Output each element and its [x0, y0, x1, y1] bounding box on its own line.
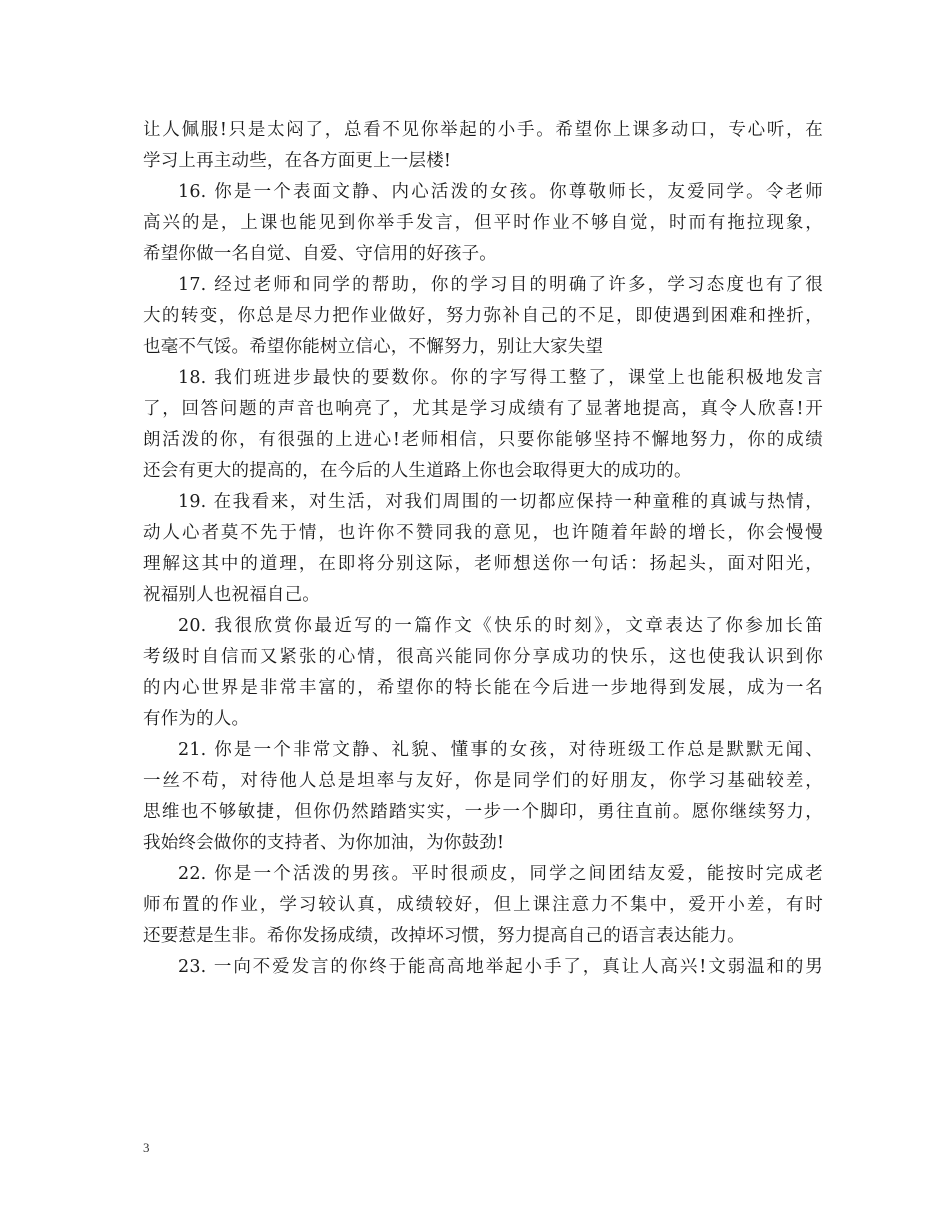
paragraph-p22	[143, 859, 823, 952]
text-line: 21. 你是一个非常文静、礼貌、懂事的女孩，对待班级工作总是默默无闻、	[178, 740, 823, 760]
text-line: 理解这其中的道理，在即将分别这际，老师想送你一句话：扬起头，面对阳光，	[143, 554, 823, 574]
paragraph-p20	[143, 611, 823, 735]
text-line: 也毫不气馁。希望你能树立信心，不懈努力，别让大家失望	[143, 337, 604, 357]
text-line: 高兴的是，上课也能见到你举手发言，但平时作业不够自觉，时而有拖拉现象，	[143, 213, 823, 233]
text-line: 19. 在我看来，对生活，对我们周围的一切都应保持一种童稚的真诚与热情，	[178, 492, 823, 512]
paragraph-p19	[143, 487, 823, 611]
paragraph-p16	[143, 177, 823, 270]
text-line: 的内心世界是非常丰富的，希望你的特长能在今后进一步地得到发展，成为一名	[143, 678, 823, 698]
paragraph-p21	[143, 735, 823, 859]
text-line: 还会有更大的提高的，在今后的人生道路上你也会取得更大的成功的。	[143, 461, 692, 481]
text-line: 一丝不苟，对待他人总是坦率与友好，你是同学们的好朋友，你学习基础较差，	[143, 771, 823, 791]
text-line: 16. 你是一个表面文静、内心活泼的女孩。你尊敬师长，友爱同学。令老师	[178, 182, 823, 202]
paragraph-p15-tail	[143, 115, 823, 177]
text-line: 有作为的人。	[143, 709, 250, 729]
text-line: 希望你做一名自觉、自爱、守信用的好孩子。	[143, 244, 497, 264]
text-line: 让人佩服!只是太闷了，总看不见你举起的小手。希望你上课多动口，专心听，在	[143, 120, 823, 140]
text-line: 20. 我很欣赏你最近写的一篇作文《快乐的时刻》，文章表达了你参加长笛	[178, 616, 823, 636]
paragraph-p23	[143, 952, 823, 983]
text-line: 17. 经过老师和同学的帮助，你的学习目的明确了许多，学习态度也有了很	[178, 275, 823, 295]
text-line: 18. 我们班进步最快的要数你。你的字写得工整了，课堂上也能积极地发言	[178, 368, 823, 388]
text-line: 大的转变，你总是尽力把作业做好，努力弥补自己的不足，即使遇到困难和挫折，	[143, 306, 823, 326]
page-number: 3	[143, 1140, 150, 1155]
text-line: 学习上再主动些，在各方面更上一层楼!	[143, 151, 452, 171]
text-line: 还要惹是生非。希你发扬成绩，改掉坏习惯，努力提高自己的语言表达能力。	[143, 926, 745, 946]
text-line: 我始终会做你的支持者、为你加油，为你鼓劲!	[143, 833, 505, 853]
text-line: 了，回答问题的声音也响亮了，尤其是学习成绩有了显著地提高，真令人欣喜!开	[143, 399, 823, 419]
document-body	[143, 115, 823, 983]
text-line: 思维也不够敏捷，但你仍然踏踏实实，一步一个脚印，勇往直前。愿你继续努力，	[143, 802, 823, 822]
paragraph-p18	[143, 363, 823, 487]
paragraph-p17	[143, 270, 823, 363]
text-line: 考级时自信而又紧张的心情，很高兴能同你分享成功的快乐，这也使我认识到你	[143, 647, 823, 667]
text-line: 师布置的作业，学习较认真，成绩较好，但上课注意力不集中，爱开小差，有时	[143, 895, 823, 915]
text-line: 朗活泼的你，有很强的上进心!老师相信，只要你能够坚持不懈地努力，你的成绩	[143, 430, 823, 450]
text-line: 祝福别人也祝福自己。	[143, 585, 320, 605]
text-line: 动人心者莫不先于情，也许你不赞同我的意见，也许随着年龄的增长，你会慢慢	[143, 523, 823, 543]
text-line: 23. 一向不爱发言的你终于能高高地举起小手了，真让人高兴!文弱温和的男	[178, 957, 823, 977]
text-line: 22. 你是一个活泼的男孩。平时很顽皮，同学之间团结友爱，能按时完成老	[178, 864, 823, 884]
